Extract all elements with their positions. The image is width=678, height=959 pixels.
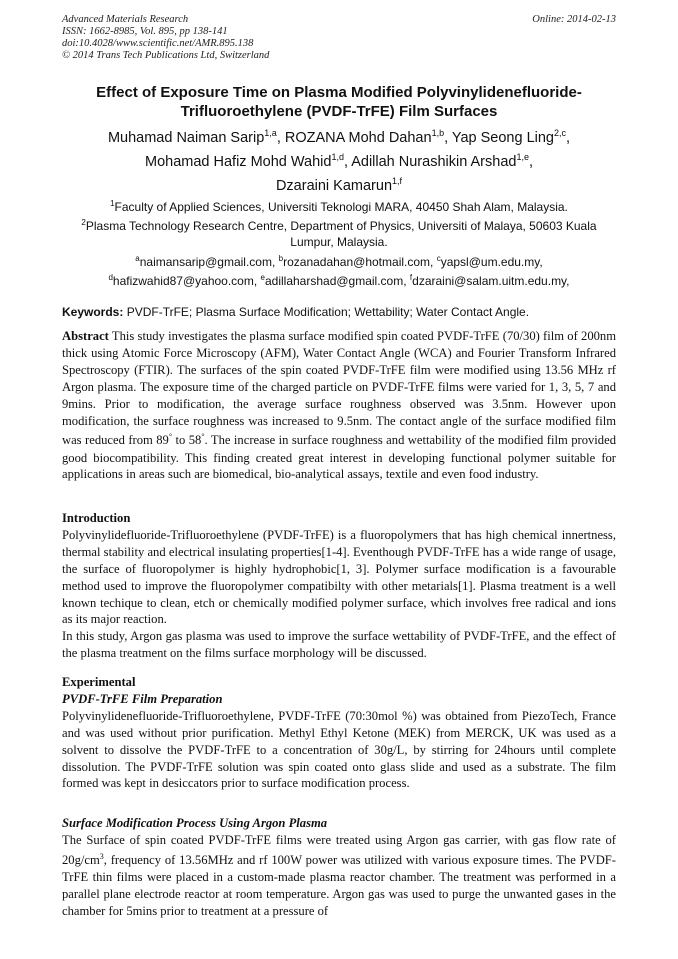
author-name: Mohamad Hafiz Mohd Wahid bbox=[145, 153, 332, 170]
paper-title bbox=[62, 83, 616, 121]
email-mark: a bbox=[135, 253, 140, 263]
experimental-section bbox=[62, 674, 616, 792]
author-list: Muhamad Naiman Sarip$^{1,a}$, ROZANA Mohd Dahan$^{1,b}$, Yap Seong Ling$^{2,c}$, Mohamad Hafiz Mohd Wahid$^{1,d}$, Adillah Nurashikin Arshad$^{1,e}$, Dzaraini Kamarun$^{1,f}$ bbox=[107, 128, 571, 194]
introduction-paragraph-2: In this study, Argon gas plasma was used to improve the surface wettability of PVDF-TrFE, and the effect of the plasma treatment on the films surface morphology will be discussed. bbox=[62, 629, 616, 661]
email-mark: d bbox=[108, 272, 113, 282]
email-mark: f bbox=[409, 272, 413, 282]
affil-mark: 1 bbox=[110, 199, 115, 208]
abstract-paragraph bbox=[62, 328, 616, 483]
journal-name: Advanced Materials Research bbox=[62, 14, 189, 25]
author-affil-mark: 1,d bbox=[331, 151, 344, 162]
abstract-text: to 58 bbox=[172, 433, 202, 448]
affiliation-1 bbox=[62, 196, 616, 215]
introduction-heading: Introduction bbox=[62, 511, 131, 525]
email-mark: b bbox=[278, 253, 284, 263]
introduction-paragraph-1: Polyvinylidefluoride-Trifluoroethylene (PVDF-TrFE) is a fluoropolymers that has high chemical innertness, thermal stability and electrical insulating properties[1-4]. Eventhough PVDF-TrFE has a wide range of usage, the surface of fluoropolymer is highly hydrophobic[1, 3]. Polymer surface modification is a favourable method used to improve the fluoropolymer compatibilty with other metarials[1]. Plasma treatment is a well known techique to clean, etch or chemically modified polymer surface, which involves free radical and ions as its major reaction. bbox=[62, 527, 616, 627]
copyright-line: © 2014 Trans Tech Publications Ltd, Switzerland bbox=[62, 50, 270, 61]
author-affil-mark: 1,a bbox=[264, 128, 277, 138]
title-line-1: Effect of Exposure Time on Plasma Modified Polyvinylidenefluoride- bbox=[96, 84, 582, 101]
online-date: Online: 2014-02-13 bbox=[532, 14, 616, 25]
experimental-heading: Experimental bbox=[62, 675, 136, 689]
surface-modification-paragraph bbox=[62, 832, 616, 920]
email-mark: c bbox=[436, 253, 441, 263]
email-address: naimansarip@gmail.com, bbox=[139, 254, 276, 269]
author-affil-mark: 1,f bbox=[392, 175, 403, 186]
introduction-section bbox=[62, 510, 616, 662]
author-name: Yap Seong Ling bbox=[451, 129, 554, 146]
abstract bbox=[62, 328, 616, 483]
author-name: Muhamad Naiman Sarip bbox=[107, 129, 265, 146]
title-line-2: Trifluoroethylene (PVDF-TrFE) Film Surfaces bbox=[180, 103, 498, 120]
film-preparation-paragraph: Polyvinylidenefluoride-Trifluoroethylene, PVDF-TrFE (70:30mol %) was obtained from PiezoTech, France and was used without prior purification. Methyl Ethyl Ketone (MEK) from MERCK, UK was used as a solvent to dissolve the PVDF-TrFE to a concentration of 30g/L, by stirring for 24hours until complete dissolution. The PVDF-TrFE solution was spin coated onto glass slide and used as a substrate. The film formed was kept in desiccators prior to surface modification process. bbox=[62, 708, 616, 791]
author-affil-mark: 2,c bbox=[554, 128, 567, 138]
affil-mark: 2 bbox=[81, 218, 86, 228]
affiliations bbox=[62, 196, 616, 289]
keywords-label: Keywords: bbox=[62, 305, 124, 319]
abstract-text: . The increase in surface roughness and wettability of the modified film provided good biocompatibility. This finding created great interest in developing functional polymer suitable for applications in areas such are biomedical, bio-analytical assays, textile and even food industry. bbox=[62, 433, 616, 482]
email-address: dzaraini@salam.uitm.edu.my, bbox=[412, 273, 570, 288]
email-line-2 bbox=[62, 270, 616, 289]
author-name: Dzaraini Kamarun bbox=[275, 177, 393, 194]
paragraph-text: The Surface of spin coated PVDF-TrFE films were treated using Argon gas carrier, with gas flow rate of 20g/cm bbox=[62, 832, 616, 867]
surface-modification-heading: Surface Modification Process Using Argon Plasma bbox=[62, 816, 328, 830]
author-name: Adillah Nurashikin Arshad bbox=[351, 153, 517, 170]
doi-line: doi:10.4028/www.scientific.net/AMR.895.138 bbox=[62, 38, 254, 49]
email-address: yapsl@um.edu.my, bbox=[440, 254, 543, 269]
paragraph-text: , frequency of 13.56MHz and rf 100W power was utilized with various exposure times. The PVDF-TrFE thin films were placed in a custom-made plasma reactor chamber. The treatment was performed in a parallel plane electrode reactor at room temperature. Argon gas was used to purge the unwanted gases in the chamber for 5mins prior to treatment at a pressure of bbox=[62, 853, 616, 918]
abstract-text: This study investigates the plasma surface modified spin coated PVDF-TrFE (70/30) film of 200nm thick using Atomic Force Microscopy (AFM), Water Contact Angle (WCA) and Fourier Transform Infrared Spectroscopy (FTIR). The surfaces of the spin coated PVDF-TrFE film were modified using 13.56 MHz rf Argon plasma. The exposure time of the charged particle on PVDF-TrFE films were varied for 1, 3, 5, 7 and 9mins. Prior to modification, the average surface roughness observed was 3.5nm. However upon modification, the surface roughness was increased to 9.5nm. The contact angle of the surface modified film was reduced from 89 bbox=[62, 329, 617, 448]
issn-line: ISSN: 1662-8985, Vol. 895, pp 138-141 bbox=[62, 26, 228, 37]
email-line-1 bbox=[62, 251, 616, 270]
keywords bbox=[62, 305, 616, 320]
author-name: ROZANA Mohd Dahan bbox=[284, 129, 432, 146]
degree-mark: ° bbox=[201, 432, 205, 442]
affil-text: Plasma Technology Research Centre, Department of Physics, Universiti of Malaya, 50603 Kuala Lumpur, Malaysia. bbox=[85, 219, 597, 250]
author-affil-mark: 1,e bbox=[516, 151, 529, 162]
email-address: adillaharshad@gmail.com, bbox=[264, 273, 407, 288]
author-affil-mark: 1,b bbox=[431, 128, 445, 138]
email-mark: e bbox=[260, 272, 265, 282]
affiliation-2 bbox=[62, 215, 616, 250]
superscript: 3 bbox=[99, 851, 104, 861]
journal-header bbox=[62, 14, 616, 62]
abstract-label: Abstract bbox=[62, 329, 109, 343]
degree-mark: ° bbox=[168, 432, 173, 442]
email-address: hafizwahid87@yahoo.com, bbox=[112, 273, 258, 288]
surface-modification-section bbox=[62, 815, 616, 920]
keywords-text: PVDF-TrFE; Plasma Surface Modification; Wettability; Water Contact Angle. bbox=[126, 305, 530, 319]
film-preparation-heading: PVDF-TrFE Film Preparation bbox=[62, 691, 223, 706]
affil-text: Faculty of Applied Sciences, Universiti Teknologi MARA, 40450 Shah Alam, Malaysia. bbox=[114, 200, 568, 214]
email-address: rozanadahan@hotmail.com, bbox=[283, 254, 434, 269]
